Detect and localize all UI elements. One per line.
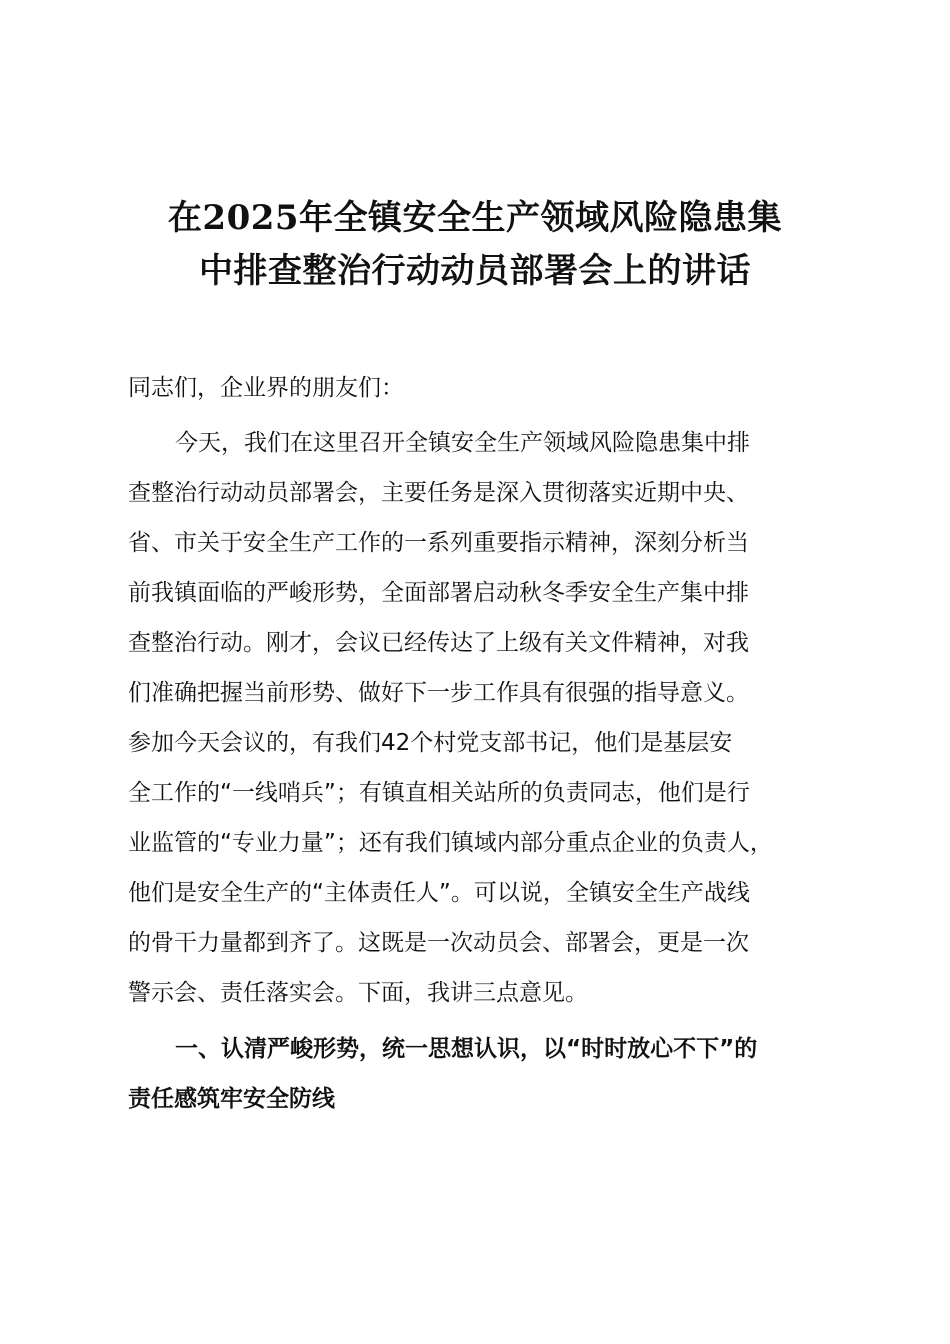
paragraph-line: 前我镇面临的严峻形势，全面部署启动秋冬季安全生产集中排 [128, 580, 749, 606]
paragraph-line: 参加今天会议的，有我们42个村党支部书记，他们是基层安 [128, 730, 733, 756]
document-title [110, 192, 840, 298]
paragraph-line: 查整治行动。刚才，会议已经传达了上级有关文件精神，对我 [128, 630, 749, 656]
section-heading-line-1: 一、认清严峻形势，统一思想认识，以“时时放心不下”的 [175, 1036, 758, 1062]
paragraph-line: 们准确把握当前形势、做好下一步工作具有很强的指导意义。 [128, 680, 749, 706]
paragraph-line: 他们是安全生产的“主体责任人”。可以说，全镇安全生产战线 [128, 880, 750, 906]
paragraph-line: 的骨干力量都到齐了。这既是一次动员会、部署会，更是一次 [128, 930, 749, 956]
paragraph-line: 省、市关于安全生产工作的一系列重要指示精神，深刻分析当 [128, 530, 749, 556]
paragraph-line: 全工作的“一线哨兵”；有镇直相关站所的负责同志，他们是行 [128, 780, 750, 806]
section-heading-1 [128, 1024, 828, 1124]
paragraph-line: 业监管的“专业力量”；还有我们镇域内部分重点企业的负责人， [128, 830, 773, 856]
title-line-1: 在2025年全镇安全生产领域风险隐患集 [167, 198, 783, 238]
title-line-2: 中排查整治行动动员部署会上的讲话 [199, 251, 751, 291]
paragraph-intro [128, 418, 828, 1018]
paragraph-line: 今天，我们在这里召开全镇安全生产领域风险隐患集中排 [175, 430, 750, 456]
salutation: 同志们，企业界的朋友们： [128, 375, 404, 401]
paragraph-line: 查整治行动动员部署会，主要任务是深入贯彻落实近期中央、 [128, 480, 749, 506]
section-heading-line-2: 责任感筑牢安全防线 [128, 1086, 335, 1112]
paragraph-line: 警示会、责任落实会。下面，我讲三点意见。 [128, 980, 588, 1006]
